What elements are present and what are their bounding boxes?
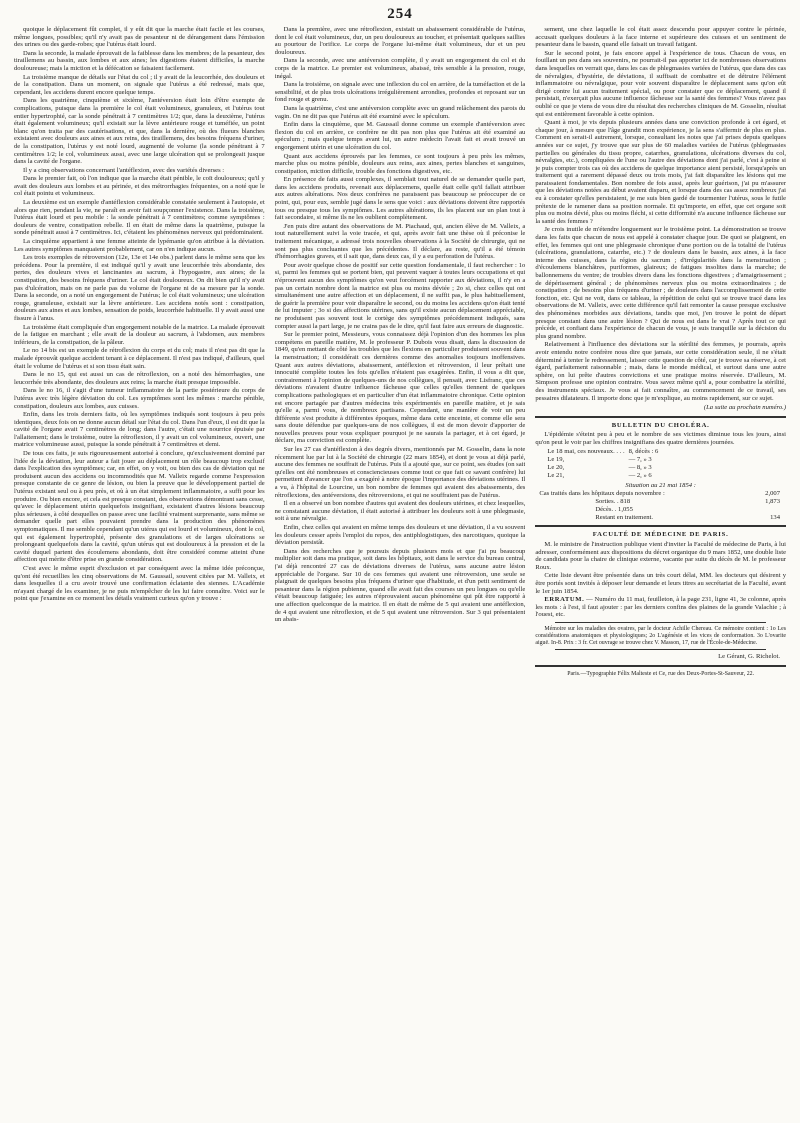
printer-imprint: Paris.—Typographie Félix Malteste et Ce, rue des Deux-Portes-St-Sauveur, 22. xyxy=(567,670,755,677)
cholera-day-row xyxy=(547,456,662,464)
cholera-day-date: Le 20, xyxy=(547,464,565,472)
article-paragraph: sement, une chez laquelle le col était assez descendu pour appuyer contre le périnée, accusait quelques douleurs à la face interne et supérieure des cuisses et un sentiment de pesanteur dans le bassin, quand elle faisait un travail fatigant. xyxy=(535,26,787,49)
column-right xyxy=(535,26,786,1118)
cholera-remaining-row xyxy=(535,514,786,522)
article-paragraph: Quant aux accidens éprouvés par les femmes, ce sont toujours à peu près les mêmes, marche plus ou moins pénible, douleurs aux reins, aux aines, pertes blanches et sanguines, constipation, miction difficile, trouble des fonctions digestives, etc. xyxy=(274,152,526,175)
article-paragraph: Je crois inutile de m'étendre longuement sur le troisième point. La démonstration se trouve dans les faits que chacun de nous est appelé à constater chaque jour. De quoi se plaignent, en effet, les femmes qui ont une phlegmasie chronique d'une portion ou de la totalité de l'utérus (ulcérations, granulations, catarrhe, etc.) ? de douleurs dans le bassin, aux aines, à la face interne des cuisses, dans la région du sacrum ; d'irrégularités dans la menstruation ; d'écoulemens blanchâtres, puriformes, glaireux; de fatigues insolites dans la marche; de ballonnemens du ventre; de troubles divers dans les fonctions digestives ; d'amaigrissement ; de dépérissement général ; de phénomènes nerveux plus ou moins extraordinaires ; de constipation ; de besoins plus fréquens d'uriner ; de douleurs dans l'accomplissement de cette fonction, etc. Qui ne voit, dans ce tableau, la répétition de celui qui se trouve tracé dans les observations de M. Valleix, avec cette différence qu'il fait remonter la cause presque exclusive des phénomènes morbides aux déviations, tandis que moi, j'en trouve le point de départ presque constant dans une autre lésion ? Qui de nous est dans le vrai ? Après tout ce qui précède, et confiant dans l'expérience de chacun de vous, je suis tranquille sur la décision du plus grand nombre. xyxy=(535,226,787,340)
article-paragraph: Enfin, chez celles qui avaient en même temps des douleurs et une déviation, il a vu souvent les douleurs cesser après l'emploi du repos, des antiphlogistiques, des narcotiques, quoique la déviation persistât. xyxy=(274,524,526,547)
cholera-day-date: Le 18 mai, ces nouveaux. . . . xyxy=(547,448,625,456)
article-paragraph: La troisième manque de détails sur l'état du col ; il y avait de la leucorrhée, des douleurs et de la constipation. Dans un moment, on signale que l'utérus a été redressé, mais que, cependant, les accidens durent encore quelque temps. xyxy=(14,73,265,96)
article-paragraph: Sur le premier point, Messieurs, vous connaissez déjà l'opinion d'un des hommes les plus compétens en pareille matière, M. le professeur P. Dubois vous disait, dans la discussion de 1849, qu'en mettant de côté les troubles que les flexions en particulier produisent souvent dans la menstruation; il considérait ces dernières comme des anomalies toujours inoffensives. Quant aux autres déviations, abaissement, antéflexion et rétroversion, il leur prêtait une innocuité complète toutes les fois qu'elles n'étaient pas exagérées. Enfin, il vous a dit que, contrairement à l'opinion de quelques-uns de nos collègues, il pensait, avec Lisfranc, que ces déviations n'avaient d'autre influence fâcheuse que celles qu'elles tiennent de quelques complications pathologiques et en particulier d'un état inflammatoire chronique. Cette opinion est encore partagée par d'autres médecins très expérimentés en pareille matière, et je sais qu'elle a, parmi vous, de nombreux partisans. Cependant, une manière de voir un peu différente s'est produite à différentes époques, même dans cette enceinte, et comme elle sera sans doute défendue par quelques-uns de nos collègues, il est de mon devoir d'apporter de nouvelles preuves pour vous expliquer pourquoi je ne saurais la partager, et à cet égard, je déclare, ma conviction est complète. xyxy=(274,331,526,445)
article-paragraph: Il y a cinq observations concernant l'antéflexion, avec des variétés diverses : xyxy=(23,166,225,174)
article-paragraph: De tous ces faits, je suis rigoureusement autorisé à conclure, qu'exclusivement dominé par l'idée de la déviation, leur auteur a fait jouer au déplacement un rôle beaucoup trop exclusif dans l'explication des symptômes; car, en effet, on y voit, ou bien des cas de déviation qui ne produisent aucun des accidens ou incommodités que M. Valleix regarde comme l'expression presque constante de ce genre de lésion, ou bien la preuve que le développement partiel de l'utérus existant seul ou à peu près, et où à un état simplement inflammatoire, a suffi pour les produire. Ou bien encore, et cela est presque constant, des observations démontrant sans cesse, qu'avec le déplacement utérin quelquefois insignifiant, existaient d'autres lésions beaucoup plus sérieuses, à côté desquelles on passe avec une facilité vraiment surprenante, sans même se demander quelle part elles pouvaient prendre dans la production des phénomènes symptomatiques. Il me semble cependant qu'un utérus qui est lourd et volumineux, dont le col, qui est également hypertrophié, présente des granulations et de larges ulcérations se prolongeant quelquefois dans la cavité, qu'un utérus qui est douloureux à la pression et de la cavité duquel partent des écoulemens abondants, doit être considéré comme atteint d'une affection qui mérite d'être prise en grande considération. xyxy=(14,450,265,564)
cholera-remaining-label: Restant en traitement. xyxy=(595,513,654,521)
section-divider xyxy=(535,416,786,418)
cholera-day-value: 8, décès : 6 xyxy=(628,448,659,456)
faculty-title: FACULTÉ DE MÉDECINE DE PARIS. xyxy=(592,531,729,539)
section-divider xyxy=(555,649,766,650)
errata-label: ERRATUM. xyxy=(544,596,585,604)
article-paragraph: Dans la première, avec une rétroflexion, existait un abaissement considérable de l'utérus, dont le col était volumineux, dur, un peu douloureux au toucher, et présentait quelques saillies au pourtour de l'orifice. Le corps de l'organe lui-même était volumineux, dur et un peu douloureux. xyxy=(274,26,526,56)
cholera-day-row xyxy=(547,448,662,456)
continuation-note: (La suite au prochain numéro.) xyxy=(703,404,787,412)
cholera-treated-row xyxy=(535,490,786,498)
article-paragraph: La cinquième appartient à une femme atteinte de lypémanie qu'on attribue à la déviation. Les autres symptômes manquaient probablement, car on n'en indique aucun. xyxy=(14,238,265,253)
errata-text: — Numéro du 11 mai, feuilleton, à la page 231, ligne 41, 3e colonne, après les mots : à l'est, il faut ajouter : par les derniers confins des plaines de la grande Valachie ; à l'ouest, etc. xyxy=(535,596,787,619)
faculty-paragraph-1: M. le ministre de l'instruction publique vient d'inviter la Faculté de médecine de Paris, à lui adresser, conformément aux dispositions du décret organique du 9 mars 1852, une double liste de candidats pour la chaire de clinique externe, vacante par suite du décès de M. le professeur Roux. xyxy=(535,541,787,571)
cholera-treated-label: Cas traités dans les hôpitaux depuis novembre : xyxy=(539,490,665,498)
article-paragraph: Sur les 27 cas d'antéflexion à des degrés divers, mentionnés par M. Gosselin, dans la note récemment lue par lui à la Société de chirurgie (22 mars 1854), et dont je vous ai déjà parlé, aucune des femmes ne souffrait de l'utérus. Puis il a ajouté que, sur ce point, ses études (on sait qu'elles ont été nombreuses et consciencieuses comme tout ce que fait ce savant confrère) lui permettent d'avancer que l'on a exagéré à notre époque l'importance des déviations utérines. Il a vu, à l'hôpital de Lourcine, un bon nombre de femmes qui avaient des abaissements, des rétroflexions, des antéversions, des rétroversions, et qui ne souffraient pas de l'utérus. xyxy=(274,446,526,499)
cholera-day-date: Le 19, xyxy=(547,456,565,464)
errata-paragraph xyxy=(535,596,786,619)
article-paragraph: Le no 14 bis est un exemple de rétroflexion du corps et du col; mais il n'est pas dit que la malade éprouvât quelque accident tenant à ce déplacement. Il n'est pas indiqué, d'ailleurs, quel était le volume de l'utérus et si son tissu était sain. xyxy=(14,347,265,370)
cholera-remaining-value: 134 xyxy=(770,513,781,521)
article-paragraph: Dans le no 15, qui est aussi un cas de rétroflexion, on a noté des hémorrhagies, une leucorrhée très abondante, des douleurs aux reins; la marche était presque impossible. xyxy=(14,371,265,386)
cholera-day-row xyxy=(547,472,662,480)
cholera-bulletin-title: BULLETIN DU CHOLÉRA. xyxy=(611,421,710,429)
article-paragraph: En présence de faits aussi complexes, il semblait tout naturel de se demander quelle part, dans les accidens produits, revenait aux déplacemens, quelle était celle qu'il fallait attribuer aux autres altérations. Nos deux confrères ne paraissent pas beaucoup se préoccuper de ce point, qui, pour eux, semble jugé dans le sens que voici : aux déviations doivent être rapportés tous ou presque tous les symptômes. Les autres altérations, ils les placent sur un plan tout à fait secondaire, si même ils ne les oublient complètement. xyxy=(274,176,526,222)
cholera-intro: L'épidémie s'éteint peu à peu et le nombre de ses victimes diminue tous les jours, ainsi qu'on peut le voir par les chiffres insignifians des quatre dernières journées. xyxy=(535,431,787,446)
article-paragraph: Les trois exemples de rétroversion (12e, 13e et 14e obs.) parlent dans le même sens que les précédens. Pour la première, il est indiqué qu'il y avait une leucorrhée très abondante, des pertes, des douleurs vives et lancinantes au sacrum, à l'hypogastre, aux aines; de la constipation, des besoins fréquens d'uriner. Le col était douloureux. On dit bien qu'il n'y avait pas d'ulcération, mais on ne parle pas du volume de l'organe ni de sa mesure par la sonde. Dans la seconde, on a noté un engorgement de l'utérus; le col était volumineux; une ulcération rouge, granuleuse, existait sur la lèvre antérieure. Les accidens notés sont : constipation, douleurs aux aines et aux lombes, sensation de poids, leucorrhée habituelle. Il y avait aussi une fissure à l'anus. xyxy=(14,254,265,322)
cholera-situation-label: Situation au 21 mai 1854 : xyxy=(625,481,696,489)
article-paragraph: Il en a observé un bon nombre d'autres qui avaient des douleurs utérines, et chez lesquelles, ne constatant aucune déviation, il était autorisé à attribuer les douleurs soit à une phlegmasie, soit à une névralgie. xyxy=(274,500,526,523)
cholera-exits-row xyxy=(535,498,786,506)
section-divider xyxy=(535,525,786,527)
article-paragraph: Enfin, dans les trois derniers faits, où les symptômes indiqués sont toujours à peu près identiques, deux fois on ne donne aucun détail sur l'état du col. Dans l'un d'eux, il est dit que la cavité de l'organe avait 7 centimètres de long; dans l'autre, c'était une nourrice épuisée par l'allaitement; dans le troisième, outre la rétroflexion, il y avait un col volumineux, ouvert, une matrice volumineuse aussi, puisque la sonde pénétrait à 7 centimètres et demi. xyxy=(14,411,265,449)
cholera-treated-value: 2,007 xyxy=(765,490,781,498)
section-divider xyxy=(555,622,766,623)
article-paragraph: Dans la troisième, on signale avec une inflexion du col en arrière, de la tuméfaction et de la sensibilité, et de plus trois ulcérations irrégulièrement arrondies, profondes et reposant sur un fond rouge et grenu. xyxy=(274,81,526,104)
article-paragraph: Dans la seconde, avec une antéversion complète, il y avait un engorgement du col et du corps de la matrice. Le premier est volumineux, abaissé, très sensible à la pression, rouge, inégal. xyxy=(274,57,526,80)
cholera-daily-table xyxy=(547,448,662,479)
article-paragraph: C'est avec le même esprit d'exclusion et par conséquent avec la même idée préconçue, qu'ont été recueillies les cinq observations de M. Gaussail, souvent citées par M. Valleix, et dans lesquelles il a cru avoir trouvé une confirmation éclatante des siennes. L'Académie m'ayant chargé de les examiner, je ne puis m'empêcher de les lui faire connaître. Voici sur le point que j'examine en ce moment les détails vraiment curieux qu'on y trouve : xyxy=(14,564,265,603)
column-right-article xyxy=(535,26,786,402)
cholera-exits-deaths-total: 1,873 xyxy=(765,498,781,506)
article-paragraph: Sur le second point, je fais encore appel à l'expérience de tous. Chacun de vous, en fouillant un peu dans ses souvenirs, ne pourrait-il pas apporter ici de nombreuses observations dans lesquelles on verrait que, dans les cas de phlegmasies variées de l'utérus, que dans des cas de névralgies, d'hystérie, de déviations, il suffisait de combattre et de détruire l'élément inflammatoire ou névralgique, pour voir souvent disparaître le déplacement sans qu'on eût dirigé contre lui aucun traitement spécial, ou pour constater que ce déplacement, quand il persistait, n'exerçait plus aucune influence fâcheuse sur la santé des femmes? Vous n'avez pas oublié ce que je viens de vous dire du résultat des recherches cliniques de M. Gosselin, résultat qui est entièrement favorable à cette opinion. xyxy=(535,49,787,118)
article-paragraph: Quant à moi, je vis depuis plusieurs années dans une conviction profonde à cet égard, et chaque jour, à mesure que l'âge grandit mon expérience, je la sens s'affermir de plus en plus. Comment en serait-il autrement, lorsque, consultant les notes que j'ai prises depuis quelques années sur ce sujet, j'y trouve que sur plus de 60 maladies variées de l'utérus (phlegmasies partielles ou générales du tissu propre, catarrhes, granulations, ulcérations diverses du col, névralgies, etc.), compliquées de l'une ou l'autre des déviations dont j'ai parlé, c'est à peine si je puis compter trois cas où des accidens de quelque importance aient persisté, lorsqu'après un traitement qui a rarement dépassé deux ou trois mois, j'ai fait disparaître les lésions qui me paraissaient fondamentales. Bon nombre de fois aussi, après leur guérison, j'ai pu m'assurer que les déviations notées au début avaient disparu, et lorsque dans des cas assez nombreux j'ai eu à constater qu'elles persistaient, je me suis bien gardé de tourmenter l'utérus, sous le futile prétexte de le ramener dans sa position normale. Et qu'importe, en effet, que cet organe soit plus ou moins dévié, plus ou moins fléchi, si cette difformité n'a aucune influence fâcheuse sur la santé des femmes ? xyxy=(535,119,787,225)
column-middle xyxy=(275,26,526,1118)
article-paragraph: La deuxième est un exemple d'antéflexion considérable constatée seulement à l'autopsie, et alors que rien, pendant la vie, ne paraît en avoir fait soupçonner l'existence. Dans la troisième, l'utérus était lourd et peu mobile : la sonde pénétrait à 7 centimètres; comme symptômes : douleurs de ventre, constipation rebelle. Il en était de même dans la quatrième, puisque la sonde pénétrait aussi à 7 centimètres. Ici, c'étaient les phénomènes nerveux qui prédominaient. xyxy=(14,199,265,237)
faculty-paragraph-2: Cette liste devant être présentée dans un très court délai, MM. les docteurs qui désirent y être portés sont invités à déposer leur demande et leurs titres au secrétariat de la Faculté, avant le 1er juin 1854. xyxy=(535,572,787,595)
column-left xyxy=(14,26,265,1118)
cholera-day-value: — 2, » 6 xyxy=(628,471,652,479)
cholera-day-value: — 7, » 3 xyxy=(628,456,652,464)
cholera-day-value: — 8, » 3 xyxy=(628,464,652,472)
cholera-deaths-label: Décès. . 1,055 xyxy=(595,505,633,513)
article-paragraph: Dans des recherches que je poursuis depuis plusieurs mois et que j'ai pu beaucoup multiplier soit dans ma pratique, soit dans les hôpitaux, soit dans le service du bureau central, j'ai déjà rencontré 27 cas de déviations diverses de l'utérus, sans aucune autre lésion appréciable de l'organe. Sur 10 de ces femmes qui avaient une rétroversion, une seule se plaignait de quelques besoins plus fréquens d'uriner que d'habitude, et d'un petit sentiment de pesanteur dans la région pubienne, quand elle avait fait des courses un peu longues ou qu'elle s'était beaucoup fatiguée; les autres n'éprouvaient aucun phénomène qui pût être rapporté à une affection quelconque de la matrice. Il en était de même de 5 qui avaient une antéflexion, de 4 qui avaient une rétroflexion, et de 5 qui avaient une rétroversion. Sur 3 qui présentaient un abais- xyxy=(274,547,526,624)
article-paragraph: Dans le no 16, il s'agit d'une tumeur inflammatoire de la partie postérieure du corps de l'utérus avec très légère déviation du col. Les symptômes sont les mêmes : marche pénible, constipation, douleurs aux lombes, aux cuisses. xyxy=(14,387,265,410)
article-paragraph: Dans les quatrième, cinquième et sixième, l'antéversion était loin d'être exempte de complications, puisque dans la première le col était volumineux, granuleux, et l'utérus tout entier hypertrophié, car la sonde pénétrait à 7 centimètres 1/2; que, dans la deuxième, l'utérus était également volumineux; qu'il existait sur la lèvre antérieure rouge et tuméfiée, un point blanc qu'on traita par des cautérisations, et que, dans la dernière, où des flueurs blanches existaient avec douleurs aux aines et aux reins, des tiraillemens, des besoins fréquens d'uriner, de la constipation, l'utérus y est noté lourd, augmenté de volume (la sonde pénétrant à 7 centimètres 1/2; le col, volumineux aussi, avec une large ulcération qui se prolongeait jusque dans la cavité de l'organe. xyxy=(14,97,265,166)
article-paragraph: Dans la seconde, la malade éprouvait de la faiblesse dans les membres; de la pesanteur, des tiraillemens au bassin, aux lombes et aux aines; les digestions étaient difficiles, la marche douloureuse; mais la miction et la défécation se faisaient facilement. xyxy=(14,49,265,72)
article-paragraph: Relativement à l'influence des déviations sur la stérilité des femmes, je pourrais, après avoir entendu notre confrère nous dire que jamais, sur cette considération seule, il ne s'était déterminé à tenter le redressement, laisser cette question de côté, car je trouve sa réserve, à cet égard, parfaitement raisonnable ; mais, dans le monde médical, et surtout dans une autre sphère, on lui prête d'autres convictions et une pratique moins réservée. D'ailleurs, M. Simpson professe une opinion contraire. Vous savez même qu'il a, pour combattre la stérilité, des instruments spéciaux. Je vous ai fait connaître, au commencement de ce travail, ses pessaires dilatateurs. Il importe donc que je m'explique, au moins rapidement, sur ce sujet. xyxy=(535,341,787,402)
page-number: 254 xyxy=(387,6,413,22)
article-paragraph: Pour avoir quelque chose de positif sur cette question fondamentale, il faut rechercher : 1o si, parmi les femmes qui se portent bien, qui peuvent vaquer à toutes leurs occupations et qui n'éprouvent aucun des symptômes qu'on veut forcément rapporter aux déviations, il n'y en a pas un certain nombre dont la matrice est plus ou moins déviée ; 2o si, chez celles qui ont simultanément une autre affection et un déplacement, il ne suffit pas, le plus habituellement, de guérir la première pour voir disparaître le second, ou du moins les accidens qu'on était tenté de lui imputer ; 3o si des affections utérines, sans qu'il existe aucun déplacement appréciable, ne produisent pas souvent tout le cortège des symptômes précédemment indiqués, sans compter aussi la part large, je ne crains pas de le dire, qu'il faut faire aux erreurs de diagnostic. xyxy=(274,261,526,330)
cholera-deaths-row xyxy=(535,506,786,514)
book-notice: Mémoire sur les maladies des ovaires, par le docteur Achille Chereau. Ce mémoire contient : 1o Les considérations anatomiques et physiologiques; 2o L'agénésie et les vices de conformation. 3o L'ovarite aiguë. In-8. Prix : 3 fr. Cet ouvrage se trouve chez V. Masson, 17, rue de l'École-de-Médecine. xyxy=(535,625,787,646)
article-columns xyxy=(14,26,786,1118)
cholera-exits-label: Sorties. . 818 xyxy=(595,498,631,506)
gerant-signature: Le Gérant, G. Richelot. xyxy=(718,653,781,661)
article-paragraph: Dans le premier fait, où l'on indique que la marche était pénible, le coït douloureux; qu'il y avait des douleurs aux lombes et au périnée, et des métrorrhagies fréquentes, on a noté que le col était pointu et volumineux. xyxy=(14,175,265,198)
article-paragraph: J'en puis dire autant des observations de M. Piachaud, qui, ancien élève de M. Valleix, a tout naturellement suivi la voie tracée, et qui, après avoir fait une thèse où il préconise le traitement mécanique, a adressé trois nouvelles observations à la Société de chirurgie, qui ne sont pas plus concluantes que les précédentes. Il déclare, au reste, qu'il a été témoin d'hémorrhagies graves, et il sait que, dans deux cas, il y a eu perforation de l'utérus. xyxy=(274,222,526,261)
article-paragraph: quoique le déplacement fût complet, il y eût dit que la marche était facile et les courses, même longues, possibles; qu'il n'y avait pas de pesanteur ni de dérangement dans l'émission des urines ou des garde-robes; que l'utérus était lourd. xyxy=(14,26,265,49)
footer-divider xyxy=(535,665,786,667)
cholera-day-row xyxy=(547,464,662,472)
article-paragraph: Enfin dans la cinquième, que M. Gaussail donne comme un exemple d'antéversion avec flexion du col en arrière, ce confrère ne dit pas non plus que l'utérus ait été examiné au spéculum ; mais quelque temps avant lui, un autre médecin l'avait fait et avait trouvé un engorgement utérin et une ulcération du col. xyxy=(274,121,526,151)
cholera-day-date: Le 21, xyxy=(547,471,565,479)
article-paragraph: La troisième était compliquée d'un engorgement notable de la matrice. La malade éprouvait de la fatigue en marchant ; elle avait de la douleur au sacrum, à l'abdomen, aux membres inférieurs, de la constipation, de la pâleur. xyxy=(14,323,265,346)
article-paragraph: Dans la quatrième, c'est une antéversion complète avec un grand relâchement des parois du vagin. On ne dit pas que l'utérus ait été examiné avec le spéculum. xyxy=(274,104,526,120)
